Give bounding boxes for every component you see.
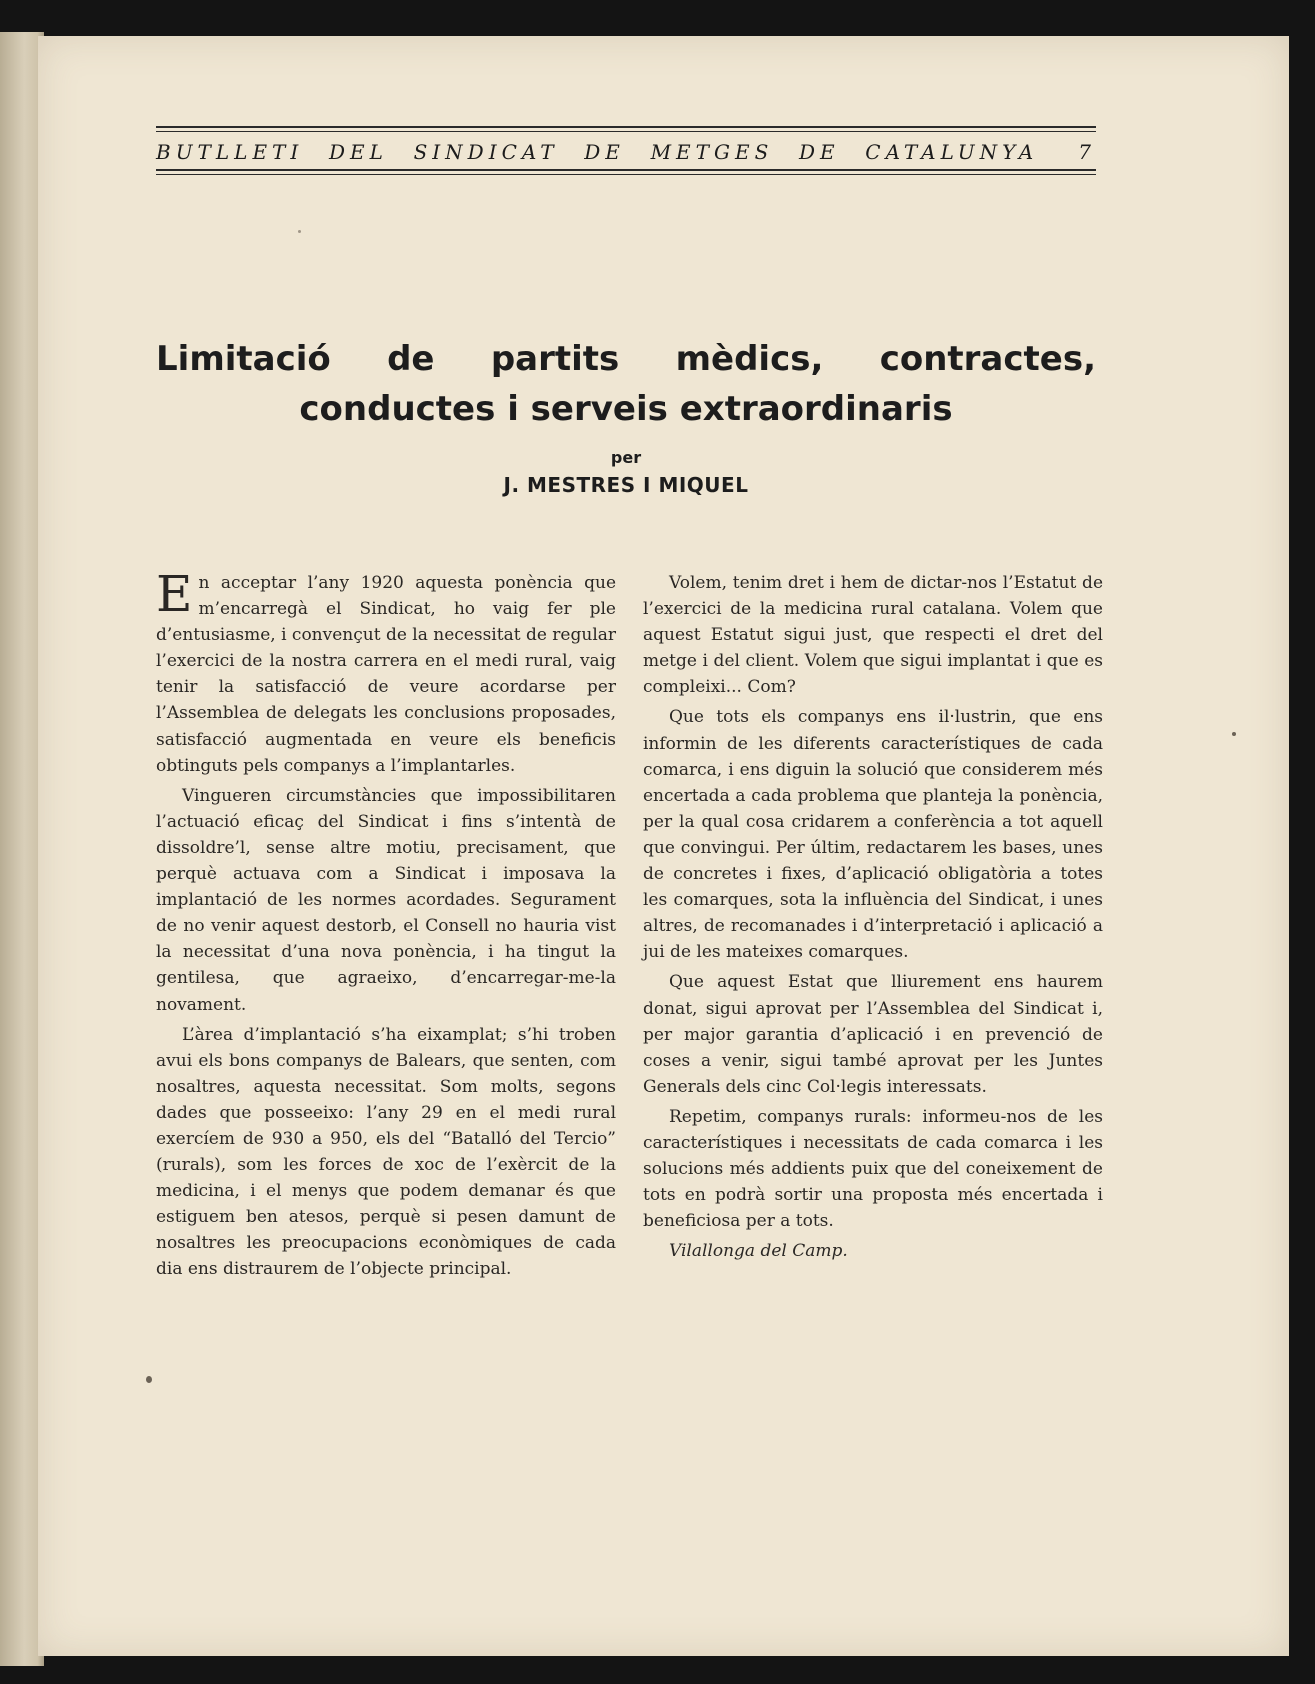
- head-row: [156, 132, 1096, 169]
- paragraph: [156, 565, 617, 779]
- journal-name: [156, 140, 1038, 164]
- journal-word: SINDICAT: [413, 140, 559, 164]
- paragraph: Repetim, companys rurals: informeu-nos de les característiques i necessitats de cada comarca i les solucions més addients puix que del coneixement de tots en podrà sortir una proposta més encertada i beneficiosa per a tots.: [643, 1106, 1103, 1232]
- paragraph-text: n acceptar l’any 1920 aquesta ponència que m’encarregà el Sindicat, ho vaig fer ple d’entusiasme, i convençut de la necessitat de regular l’exercici de la nostra carrera en el medi rural, vaig tenir la satisfacció de veure acordarse per l’Assemblea de delegats les conclusions proposades, satisfacció augmentada en veure els beneficis obtinguts pels companys a l’implantarles.: [156, 573, 617, 776]
- paragraph: Vingueren circumstàncies que impossibilitaren l’actuació eficaç del Sindicat i fins s’intentà de dissoldre’l, sense altre motiu, precisament, que perquè actuava com a Sindicat i imposava la implantació de les normes acordades. Segurament de no venir aquest destorb, el Consell no hauria vist la necessitat d’una nova ponència, i ha tingut la gentilesa, que agraeixo, d’encarregar-me-la novament.: [156, 785, 616, 1015]
- paper-speck: [298, 230, 301, 233]
- article-header: [156, 334, 1096, 497]
- paragraph: Que aquest Estat que lliurement ens haurem donat, sigui aprovat per l’Assemblea del Sindicat i, per major garantia d’aplicació i en prevenció de coses a venir, sigui també aprovat per les Juntes Generals dels cinc Col·legis interessats.: [643, 972, 1103, 1097]
- article-title: Limitació de partits mèdics, contractes, conductes i serveis extraordinaris: [156, 339, 1096, 429]
- head-rule-bottom: [156, 169, 1096, 175]
- page-sheet: [38, 36, 1289, 1656]
- paper-speck: [146, 1376, 152, 1383]
- journal-word: DEL: [328, 140, 388, 164]
- journal-word: BUTLLETI: [156, 140, 304, 164]
- paper-speck: [1232, 732, 1236, 736]
- byline-prefix: per: [610, 448, 642, 467]
- paragraph: L’àrea d’implantació s’ha eixamplat; s’hi troben avui els bons companys de Balears, que senten, com nosaltres, aquesta necessitat. Som molts, segons dades que posseeixo: l’any 29 en el medi rural exercíem de 930 a 950, els del “Batalló del Tercio” (rurals), som les forces de xoc de l’exèrcit de la medicina, i el menys que podem demanar és que estiguem ben atesos, perquè si pesen damunt de nosaltres les preocupacions econòmiques de cada dia ens distraurem de l’objecte principal.: [156, 1024, 616, 1280]
- paragraph: Que tots els companys ens il·lustrin, que ens informin de les diferents característiques de cada comarca, i ens diguin la solució que considerem més encertada a cada problema que planteja la ponència, per la qual cosa cridarem a conferència a tot aquell que convingui. Per últim, redactarem les bases, unes de concretes i fixes, d’aplicació obligatòria a totes les comarques, sota la influència del Sindicat, i unes altres, de recomanades i d’interpretació i aplicació a jui de les mateixes comarques.: [643, 707, 1103, 963]
- page-number: 7: [1078, 140, 1096, 164]
- left-column: [156, 565, 617, 1287]
- journal-word: DE: [584, 140, 625, 164]
- journal-word: DE: [798, 140, 840, 164]
- journal-word: METGES: [650, 140, 774, 164]
- article-author: J. MESTRES I MIQUEL: [503, 473, 749, 497]
- running-head: [156, 126, 1096, 175]
- paragraph: Volem, tenim dret i hem de dictar-nos l’Estatut de l’exercici de la medicina rural catalana. Volem que aquest Estatut sigui just, que respecti el dret del metge i del client. Volem que sigui implantat i que es compleixi... Com?: [643, 573, 1103, 698]
- drop-cap: E: [156, 565, 193, 623]
- signoff-place: Vilallonga del Camp.: [669, 1241, 848, 1262]
- right-column: [643, 570, 1103, 1268]
- journal-word: CATALUNYA: [865, 140, 1039, 164]
